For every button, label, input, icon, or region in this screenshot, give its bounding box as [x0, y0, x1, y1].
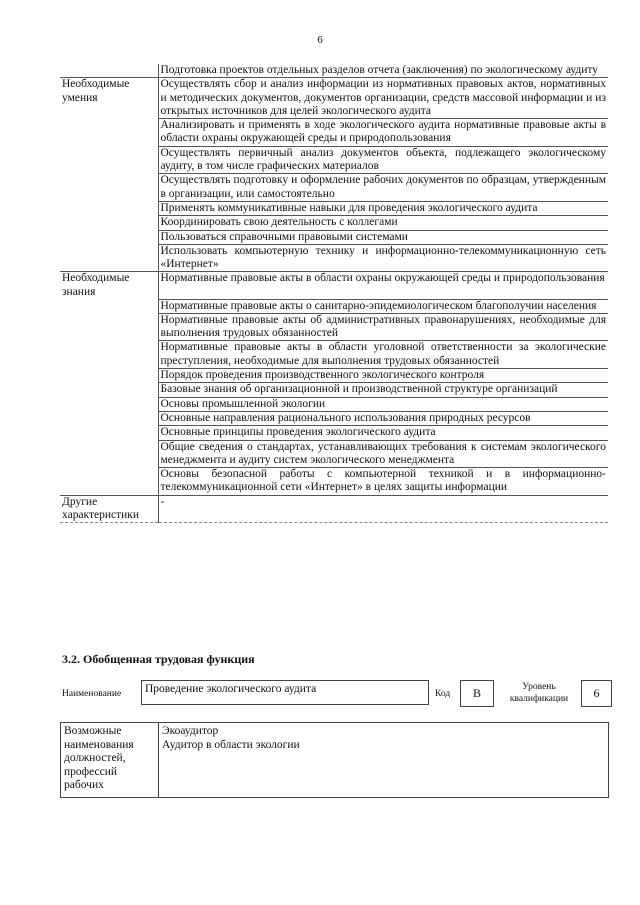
- row-text: Нормативные правовые акты в области охраны окружающей среды и природопользования: [158, 272, 608, 299]
- row-label: [60, 299, 158, 313]
- positions-list: [159, 723, 609, 798]
- row-label: [60, 426, 158, 440]
- row-label: [60, 230, 158, 244]
- row-text: -: [158, 495, 608, 523]
- row-text: Основные принципы проведения экологического аудита: [158, 426, 608, 440]
- table-row: [60, 64, 608, 78]
- qualification-level-field: 6: [581, 680, 612, 707]
- row-text: Осуществлять сбор и анализ информации из нормативных правовых актов, нормативных и методических документов, документов организации, средств массовой информации и из открытых источников для целей экологического аудита: [158, 78, 608, 119]
- table-row: [60, 468, 608, 496]
- row-text: Анализировать и применять в ходе экологического аудита нормативные правовые акты в области охраны окружающей среды и природопользования: [158, 119, 608, 147]
- table-row: [60, 299, 608, 313]
- table-row: [60, 313, 608, 341]
- row-label: [60, 468, 158, 496]
- row-label: Необходимые умения: [60, 78, 158, 119]
- row-text: Осуществлять первичный анализ документов объекта, подлежащего экологическому аудиту, в том числе графических материалов: [158, 146, 608, 174]
- generalized-function-row: [62, 680, 610, 710]
- row-label: [60, 174, 158, 202]
- row-label: [60, 216, 158, 230]
- row-label: [60, 397, 158, 411]
- row-label: [60, 383, 158, 397]
- table-row: [60, 78, 608, 119]
- row-text: Нормативные правовые акты о санитарно-эпидемиологическом благополучии населения: [158, 299, 608, 313]
- qualification-level-label: Уровень квалификации: [509, 682, 569, 704]
- table-row: [60, 201, 608, 215]
- row-label: [60, 64, 158, 78]
- position-item: Экоаудитор: [162, 725, 219, 737]
- table-row: [60, 341, 608, 369]
- row-text: Порядок проведения производственного экологического контроля: [158, 369, 608, 383]
- row-text: Основные направления рационального использования природных ресурсов: [158, 411, 608, 425]
- row-text: Осуществлять подготовку и оформление рабочих документов по образцам, утвержденным в организации, или самостоятельно: [158, 174, 608, 202]
- code-field: B: [460, 680, 494, 707]
- row-text: Нормативные правовые акты в области уголовной ответственности за экологические преступления, необходимые для выполнения трудовых обязанностей: [158, 341, 608, 369]
- row-text: Использовать компьютерную технику и информационно-телекоммуникационную сеть «Интернет»: [158, 244, 608, 272]
- table-row: [60, 230, 608, 244]
- row-label: [60, 119, 158, 147]
- position-item: Аудитор в области экологии: [162, 738, 300, 751]
- row-label: [60, 411, 158, 425]
- table-row: [60, 411, 608, 425]
- row-text: Основы безопасной работы с компьютерной техникой и в информационно-телекоммуникационной сети «Интернет» в целях защиты информации: [158, 468, 608, 496]
- positions-row: [61, 723, 609, 798]
- table-row: [60, 383, 608, 397]
- table-row: [60, 146, 608, 174]
- row-label: [60, 201, 158, 215]
- page-number: 6: [317, 34, 323, 46]
- name-label: Наименование: [62, 689, 122, 699]
- table-row: [60, 272, 608, 299]
- table-row: [60, 216, 608, 230]
- table-row: [60, 440, 608, 468]
- row-text: Координировать свою деятельность с коллегами: [158, 216, 608, 230]
- table-row: [60, 369, 608, 383]
- row-label: Необходимые знания: [60, 272, 158, 299]
- competency-table: [60, 64, 608, 523]
- row-text: Основы промышленной экологии: [158, 397, 608, 411]
- row-label: [60, 313, 158, 341]
- row-text: Общие сведения о стандартах, устанавливающих требования к системам экологического менеджмента и аудиту систем экологического менеджмента: [158, 440, 608, 468]
- row-text: Пользоваться справочными правовыми системами: [158, 230, 608, 244]
- positions-table: [60, 722, 609, 798]
- row-label: [60, 341, 158, 369]
- function-name-field: Проведение экологического аудита: [141, 680, 429, 705]
- row-text: Нормативные правовые акты об административных правонарушениях, необходимые для выполнения трудовых обязанностей: [158, 313, 608, 341]
- row-text: Подготовка проектов отдельных разделов отчета (заключения) по экологическому аудиту: [160, 64, 599, 76]
- table-row: [60, 119, 608, 147]
- row-label: [60, 369, 158, 383]
- table-row: [60, 397, 608, 411]
- row-label: [60, 440, 158, 468]
- table-row: [60, 495, 608, 523]
- row-label: [60, 146, 158, 174]
- row-text: Применять коммуникативные навыки для проведения экологического аудита: [158, 201, 608, 215]
- row-label: Другие характеристики: [60, 495, 158, 523]
- table-row: [60, 244, 608, 272]
- code-label: Код: [435, 689, 451, 699]
- section-title: 3.2. Обобщенная трудовая функция: [62, 652, 255, 666]
- table-row: [60, 426, 608, 440]
- table-row: [60, 174, 608, 202]
- row-text: Базовые знания об организационной и производственной структуре организаций: [158, 383, 608, 397]
- positions-label: Возможные наименования должностей, профессий рабочих: [61, 723, 159, 798]
- row-label: [60, 244, 158, 272]
